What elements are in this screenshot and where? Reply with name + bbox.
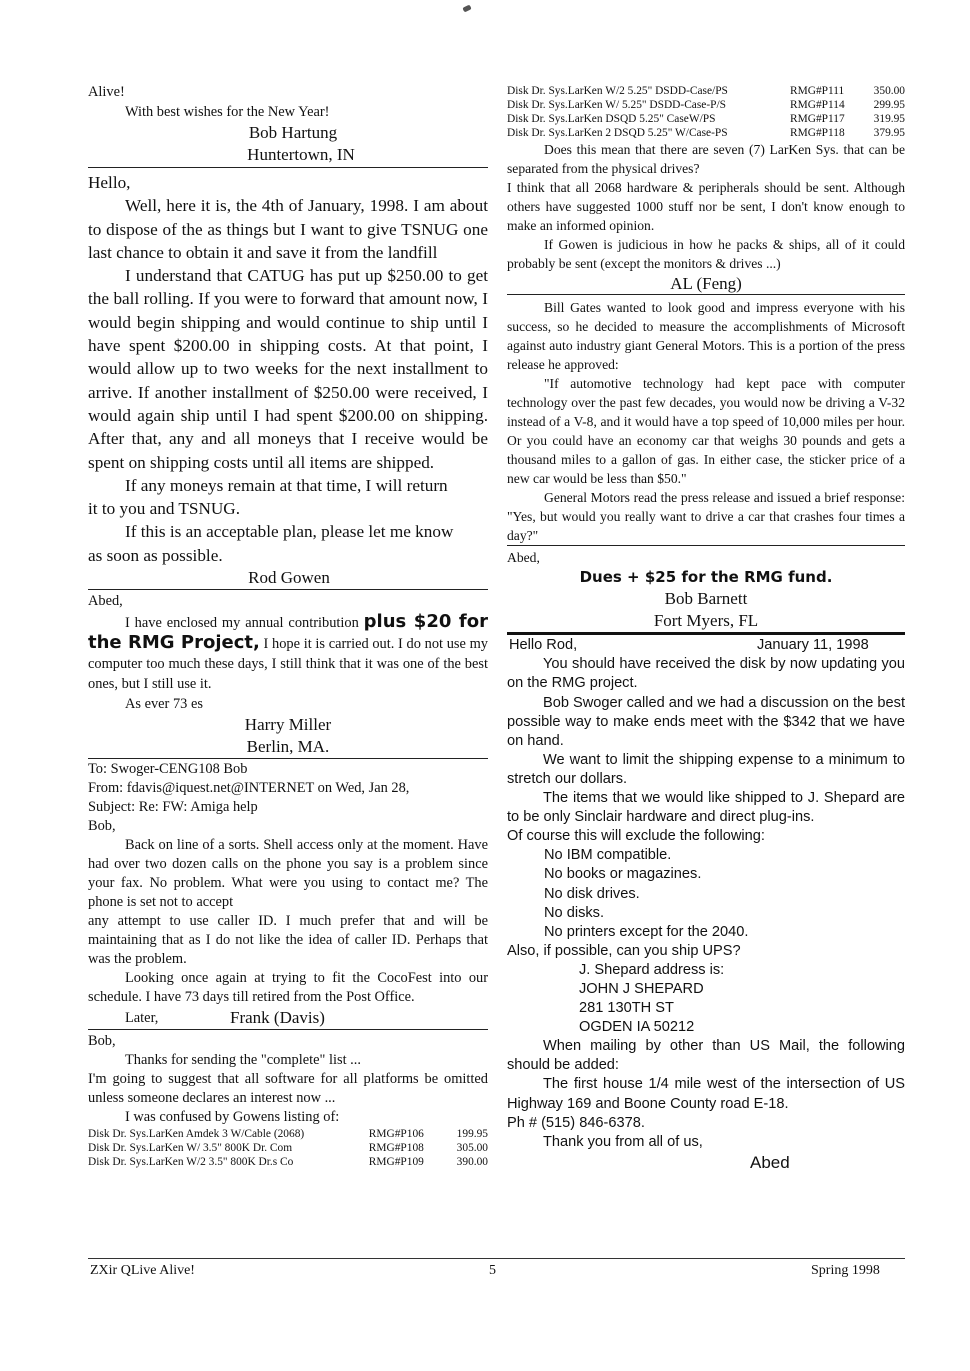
abed-paragraph-3: We want to limit the shipping expense to a minimum to stretch our dollars. [507, 751, 905, 787]
abed-paragraph-4: The items that we would like shipped to J. Shepard are to be only Sinclair hardware and direct plug-ins. [507, 790, 905, 826]
listing-item-code: RMG#P109 [368, 1156, 424, 1169]
divider [507, 545, 905, 546]
miller-text-after: I hope it is carried out. I do not use my computer too much these days, I still think that it was one of the best ones, but I still use it. [88, 636, 488, 693]
abed-letter [507, 636, 905, 1173]
gowen-listing-table [88, 1127, 488, 1169]
divider [88, 758, 488, 759]
gowen-letter [88, 171, 488, 589]
divider [507, 294, 905, 295]
address-line: JOHN J SHEPARD [579, 980, 704, 997]
abed-paragraph-1: You should have received the disk by now updating you on the RMG project. [507, 656, 905, 692]
feng-paragraph-2: I think that all 2068 hardware & peripherals should be sent. Although others have suggested 1000 stuff nor be sent, I don't know enough to make an informed opinion. [507, 180, 905, 234]
gates-paragraph-2: "If automotive technology had kept pace with computer technology over the past few decades, you would now be driving a V-32 instead of a V-8, and it would have a top speed of 10,000 miles per hour. Or you could have an economy car that weighs 30 pounds and gets a thousand miles to a gallon of gas. In either case, the sticker price of a new car would be less than $50." [507, 376, 905, 487]
email-subject: Subject: Re: FW: Amiga help [88, 799, 258, 816]
barnett-greeting: Abed, [507, 550, 540, 566]
listing-item-price: 319.95 [873, 113, 905, 126]
listing-item-name: Disk Dr. Sys.LarKen W/ 3.5" 800K Dr. Com [88, 1142, 293, 1155]
listing-row [88, 1141, 488, 1155]
listing-item-code: RMG#P114 [790, 99, 845, 112]
exclusion-item: No IBM compatible. [544, 847, 672, 864]
gowen-greeting: Hello, [88, 173, 131, 192]
listing-item-code: RMG#P106 [368, 1128, 424, 1141]
miller-text-before: I have enclosed my annual contribution [125, 615, 359, 632]
listing-item-price: 305.00 [456, 1142, 488, 1155]
miller-name: Harry Miller [244, 715, 332, 735]
listing-item-price: 390.00 [456, 1156, 488, 1169]
hartung-place: Huntertown, IN [247, 145, 355, 164]
page-footer [88, 1258, 905, 1278]
abed-greeting: Hello Rod, [509, 637, 578, 654]
abed-paragraph-6: Also, if possible, can you ship UPS? [507, 942, 741, 959]
divider [88, 167, 488, 168]
email-paragraph-2: Looking once again at trying to fit the CocoFest into our schedule. I have 73 days till retired from the Post Office. [88, 970, 488, 1006]
gates-paragraph-3: General Motors read the press release and issued a brief response: "Yes, but would you really want to drive a car that crashes four times a day?" [507, 490, 905, 544]
abed-paragraph-2: Bob Swoger called and we had a discussion on the best possible way to make ends meet with the $342 that we have on hand. [507, 694, 905, 749]
email-later: Later, [125, 1010, 159, 1027]
email-paragraph-1: Back on line of a sorts. Shell access only at the moment. Have had over two dozen calls on the phone you say is a problem since your fax. No problem. What were you using to contact me? The phone is set not to accept [88, 837, 488, 911]
barnett-name: Bob Barnett [664, 589, 748, 609]
miller-paragraph [88, 612, 488, 694]
listing-item-code: RMG#P111 [790, 85, 845, 97]
listing-item-price: 379.95 [873, 127, 905, 140]
listing-item-code: RMG#P117 [790, 113, 845, 126]
barnett-note [507, 548, 905, 632]
bob-greeting: Bob, [88, 1033, 116, 1050]
listing-row [507, 126, 905, 140]
thick-divider [507, 632, 905, 635]
listing-item-name: Disk Dr. Sys.LarKen DSQD 5.25" CaseW/PS [507, 113, 716, 126]
footer-publication: ZXir QLive Alive! [90, 1263, 195, 1278]
feng-paragraph-1: Does this mean that there are seven (7) LarKen Sys. that can be separated from the physical drives? [507, 142, 905, 177]
miller-greeting: Abed, [88, 593, 123, 610]
address-intro: J. Shepard address is: [579, 961, 725, 978]
gowen-paragraph-4: If this is an acceptable plan, please let me know as soon as possible. [88, 522, 454, 565]
listing-item-name: Disk Dr. Sys.LarKen Amdek 3 W/Cable (2068) [88, 1128, 305, 1141]
listing-item-price: 350.00 [873, 85, 905, 97]
listing-item-price: 199.95 [456, 1128, 488, 1141]
left-column [88, 82, 488, 1169]
gowen-signature: Rod Gowen [248, 568, 330, 588]
abed-paragraph-7: When mailing by other than US Mail, the following should be added: [507, 1038, 905, 1074]
letter-date: January 11, 1998 [757, 637, 869, 654]
larken-listing-table [507, 84, 905, 140]
gates-paragraph-1: Bill Gates wanted to look good and impress everyone with his success, so he decided to measure the accomplishments of Microsoft against auto industry giant General Motors. This is a portion of the press release he approved: [507, 300, 905, 373]
exclusion-item: No books or magazines. [544, 866, 702, 883]
email-from: From: fdavis@iquest.net@INTERNET on Wed, Jan 28, [88, 780, 410, 797]
address-line: 281 130TH ST [579, 1000, 674, 1017]
gowen-paragraph-1: Well, here it is, the 4th of January, 1998. I am about to dispose of the as things but I want to give TSNUG one last chance to obtain it and save it from the landfill [88, 196, 488, 262]
listing-item-code: RMG#P118 [790, 127, 845, 140]
listing-row [88, 1127, 488, 1141]
feng-letter [507, 140, 905, 294]
best-wishes-line: With best wishes for the New Year! [125, 104, 330, 120]
abed-paragraph-5: Of course this will exclude the following: [507, 828, 765, 845]
thanks-line: Thank you from all of us, [543, 1133, 703, 1150]
phone-number: Ph # (515) 846-6378. [507, 1114, 645, 1131]
listing-row [507, 84, 905, 98]
right-column [507, 84, 905, 1174]
hartung-name: Bob Hartung [248, 123, 338, 142]
listing-item-price: 299.95 [873, 99, 905, 112]
shepard-address [507, 961, 905, 1037]
address-line: OGDEN IA 50212 [579, 1019, 695, 1036]
abed-paragraph-8: The first house 1/4 mile west of the intersection of US Highway 169 and Boone County road E-18. [507, 1076, 905, 1112]
listing-item-name: Disk Dr. Sys.LarKen 2 DSQD 5.25" W/Case-PS [507, 127, 728, 140]
divider [88, 589, 488, 590]
listing-row [88, 1155, 488, 1169]
email-greeting: Bob, [88, 818, 116, 835]
email-message [88, 760, 488, 1029]
exclusion-item: No printers except for the 2040. [544, 923, 749, 940]
divider [88, 1029, 488, 1030]
email-to: To: Swoger-CENG108 Bob [88, 761, 248, 778]
exclusion-item: No disk drives. [544, 885, 640, 902]
email-paragraph-1b: any attempt to use caller ID. I much prefer that and will be maintaining that as I do not like the idea of caller ID. Perhaps that was the problem. [88, 913, 488, 968]
listing-row [507, 98, 905, 112]
listing-item-name: Disk Dr. Sys.LarKen W/2 3.5" 800K Dr.s Co [88, 1156, 294, 1169]
feng-paragraph-3: If Gowen is judicious in how he packs & ships, all of it could probably be sent (except the monitors & drives ...) [507, 237, 905, 272]
gowen-paragraph-3: If any moneys remain at that time, I will return it to you and TSNUG. [88, 475, 448, 519]
gates-story [507, 298, 905, 545]
page-number: 5 [489, 1263, 496, 1278]
hartung-letter-end [88, 82, 488, 166]
barnett-place: Fort Myers, FL [653, 611, 759, 631]
bob-paragraph-3: I was confused by Gowens listing of: [125, 1109, 340, 1126]
miller-letter [88, 591, 488, 758]
feng-signature: AL (Feng) [670, 274, 742, 294]
bob-paragraph-2: I'm going to suggest that all software for all platforms be omitted unless someone declares an interest now ... [88, 1071, 488, 1107]
dues-line: Dues + $25 for the RMG fund. [579, 568, 833, 587]
scan-speck [462, 5, 471, 13]
listing-item-name: Disk Dr. Sys.LarKen W/2 5.25" DSDD-Case/PS [507, 85, 728, 97]
alive-line: Alive! [88, 84, 125, 100]
gowen-paragraph-2: I understand that CATUG has put up $250.00 to get the ball rolling. If you were to forward that amount now, I would begin shipping and would continue to ship until I have spent $200.00 in shipping costs. At that point, I would allow up to two weeks for the next installment to arrive. If another installment of $250.00 were received, I would again ship until I had spent $200.00 on shipping. After that, any and all moneys that I receive would be spent on shipping costs until all items are shipped. [88, 266, 488, 472]
exclusion-item: No disks. [544, 904, 605, 921]
abed-signature: Abed [750, 1152, 790, 1172]
listing-item-name: Disk Dr. Sys.LarKen W/ 5.25" DSDD-Case-P/S [507, 99, 726, 112]
letter-header [507, 636, 905, 655]
footer-issue: Spring 1998 [811, 1263, 880, 1278]
miller-closing: As ever 73 es [125, 696, 203, 713]
bob-letter [88, 1032, 488, 1169]
listing-row [507, 112, 905, 126]
frank-davis-signature: Frank (Davis) [230, 1008, 325, 1028]
miller-place: Berlin, MA. [246, 737, 330, 757]
bob-paragraph-1: Thanks for sending the "complete" list ... [125, 1052, 361, 1069]
listing-item-code: RMG#P108 [368, 1142, 424, 1155]
rmg-contribution-highlight: plus $20 for the RMG Project, [88, 611, 488, 654]
email-signoff [88, 1007, 488, 1029]
exclusion-list [507, 846, 905, 941]
